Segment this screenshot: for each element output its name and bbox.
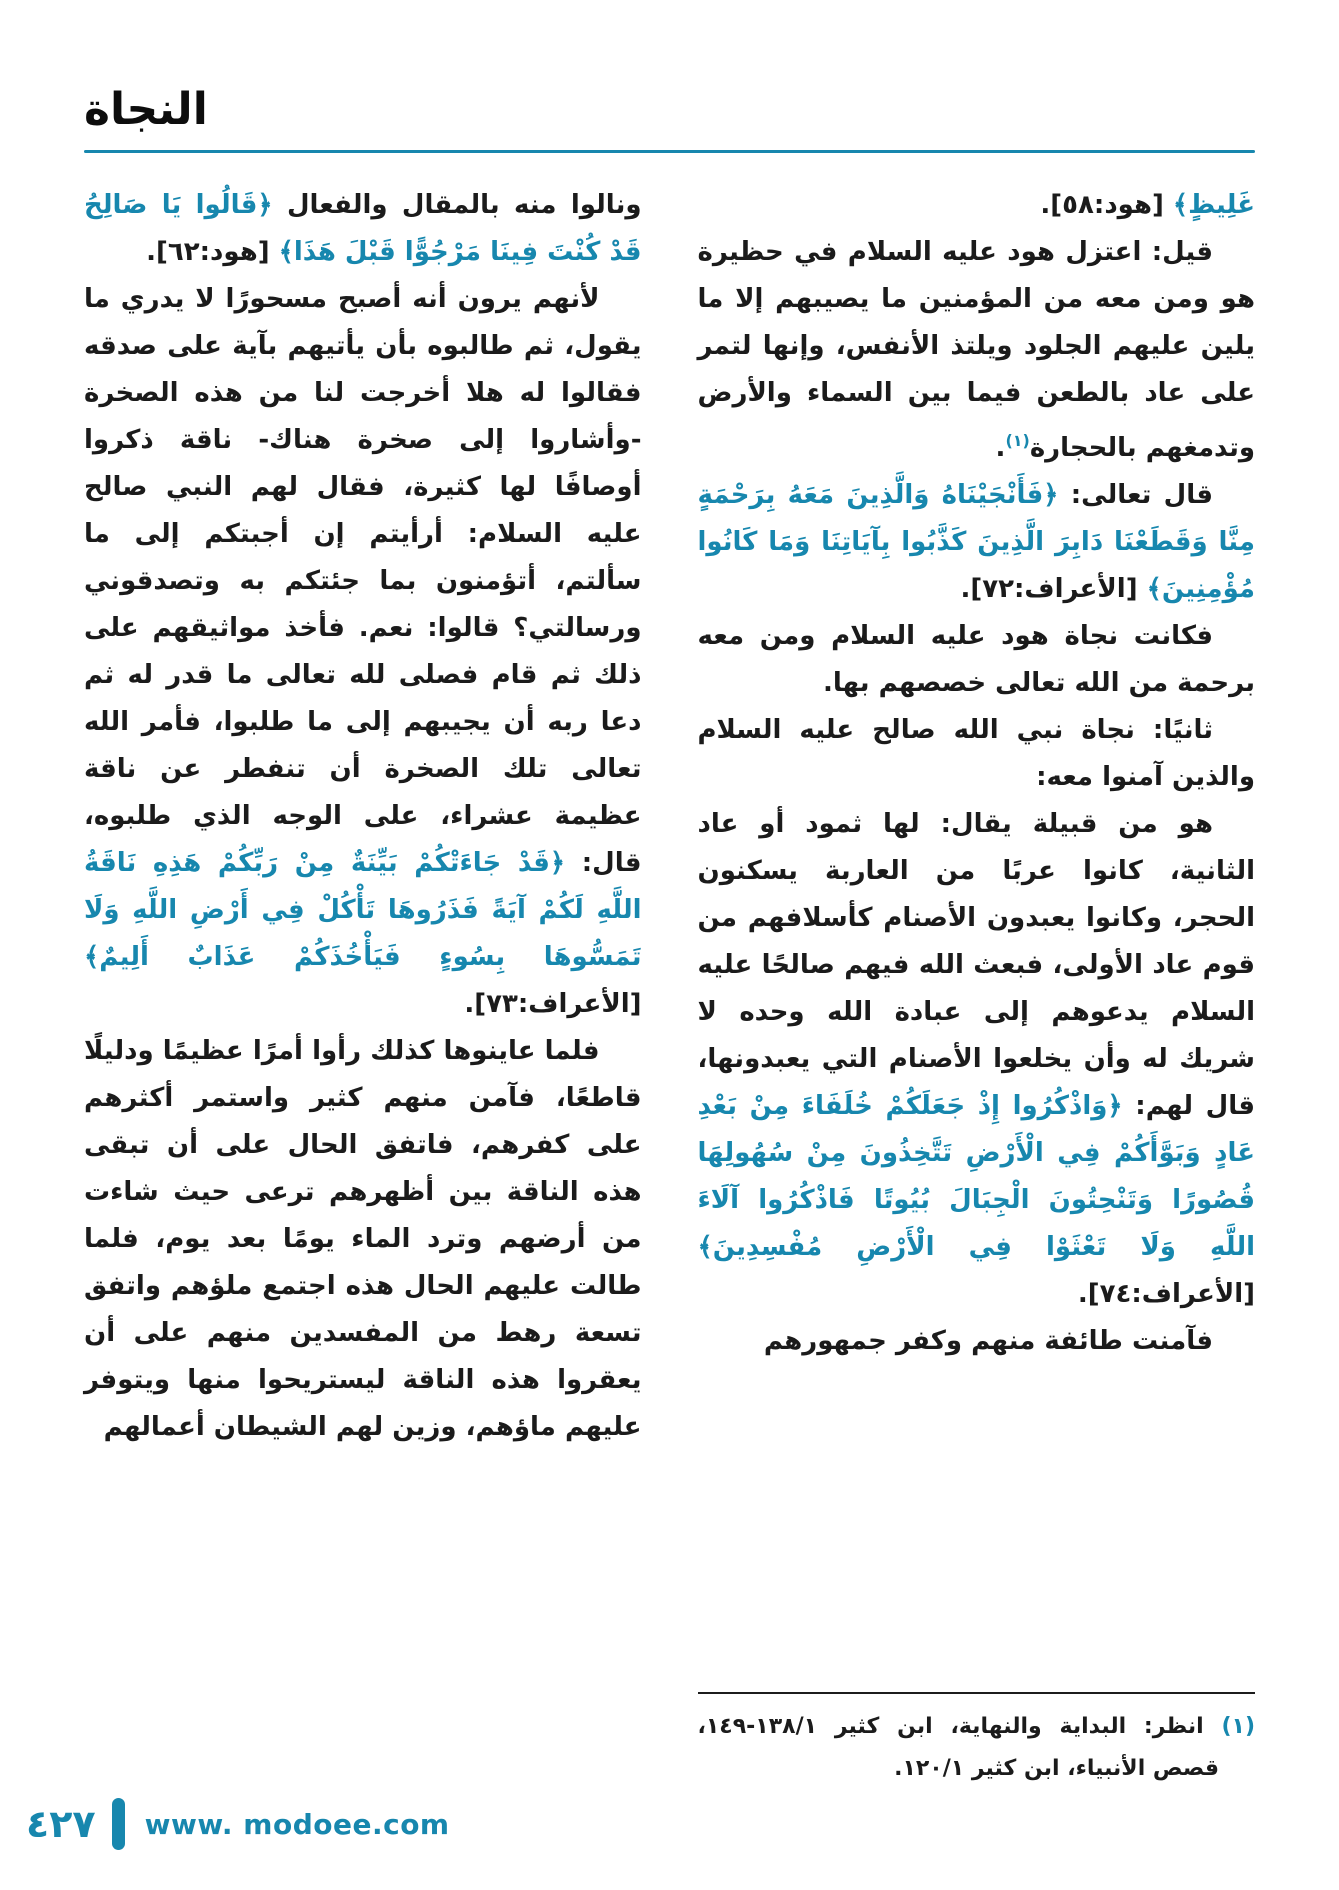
paragraph (698, 182, 1256, 229)
column-right-text (698, 182, 1256, 1365)
verse-reference: [الأعراف:٧٢]. (960, 574, 1138, 604)
body-text: فكانت نجاة هود عليه السلام ومن معه برحمة من الله تعالى خصصهم بها. (697, 621, 1255, 698)
verse-reference: [الأعراف:٧٤]. (1077, 1279, 1255, 1309)
paragraph (698, 229, 1256, 472)
body-text: ونالوا منه بالمقال والفعال (272, 190, 642, 220)
quran-verse: ﴿وَاذْكُرُوا إِذْ جَعَلَكُمْ خُلَفَاءَ مِنْ بَعْدِ عَادٍ وَبَوَّأَكُمْ فِي الْأَرْضِ تَتَّخِذُونَ مِنْ سُهُولِهَا قُصُورًا وَتَنْحِتُونَ الْجِبَالَ بُيُوتًا فَاذْكُرُوا آلَاءَ اللَّهِ وَلَا تَعْثَوْا فِي الْأَرْضِ مُفْسِدِينَ﴾ (697, 1091, 1255, 1262)
quran-verse: ﴿قَدْ جَاءَتْكُمْ بَيِّنَةٌ مِنْ رَبِّكُمْ هَذِهِ نَاقَةُ اللَّهِ لَكُمْ آيَةً فَذَرُوهَا تَأْكُلْ فِي أَرْضِ اللَّهِ وَلَا تَمَسُّوهَا بِسُوءٍ فَيَأْخُذَكُمْ عَذَابٌ أَلِيمٌ﴾ (84, 848, 642, 972)
quran-verse: ﴿فَأَنْجَيْنَاهُ وَالَّذِينَ مَعَهُ بِرَحْمَةٍ مِنَّا وَقَطَعْنَا دَابِرَ الَّذِينَ كَذَّبُوا بِآيَاتِنَا وَمَا كَانُوا مُؤْمِنِينَ﴾ (697, 480, 1255, 604)
footnote-superscript-marker: (١) (1005, 431, 1030, 450)
footnote-block (698, 1692, 1256, 1790)
body-text: انظر: البداية والنهاية، ابن كثير ١٣٨/١-١٤٩، قصص الأنبياء، ابن كثير ١٢٠/١. (697, 1714, 1219, 1781)
body-text: هو من قبيلة يقال: لها ثمود أو عاد الثانية، كانوا عربًا من العاربة يسكنون الحجر، وكانوا يعبدون الأصنام كأسلافهم من قوم عاد الأولى، فبعث الله فيهم صالحًا عليه السلام يدعوهم إلى عبادة الله وحده لا شريك له وأن يخلعوا الأصنام التي يعبدونها، قال لهم: (697, 809, 1256, 1121)
paragraph (698, 613, 1256, 707)
paragraph (698, 472, 1256, 613)
footnote-text (698, 1706, 1256, 1790)
paragraph (698, 707, 1256, 801)
paragraph (84, 1028, 642, 1451)
paragraph (84, 276, 642, 1028)
body-text: قيل: اعتزل هود عليه السلام في حظيرة هو ومن معه من المؤمنين ما يصيبهم إلا ما يلين عليهم الجلود ويلتذ الأنفس، وإنها لتمر على عاد بالطعن فيما بين السماء والأرض وتدمغهم بالحجارة (697, 237, 1255, 463)
body-text: ثانيًا: نجاة نبي الله صالح عليه السلام والذين آمنوا معه: (697, 715, 1255, 792)
website-url: www. modoee.com (144, 1807, 450, 1841)
book-logo: النجاة (84, 84, 208, 135)
footnote-marker: (١) (1203, 1714, 1255, 1739)
paragraph (698, 1318, 1256, 1365)
body-text: فلما عاينوها كذلك رأوا أمرًا عظيمًا ودليلًا قاطعًا، فآمن منهم كثير واستمر أكثرهم على كفرهم، فاتفق الحال على أن تبقى هذه الناقة بين أظهرهم ترعى حيث شاءت من أرضهم وترد الماء يومًا بعد يوم، فلما طالت عليهم الحال هذه اجتمع ملؤهم واتفق تسعة رهط من المفسدين منهم على أن يعقروا هذه الناقة ليستريحوا منها ويتوفر عليهم ماؤهم، وزين لهم الشيطان أعمالهم (84, 1036, 642, 1442)
body-text: . (995, 433, 1006, 463)
paragraph (84, 182, 642, 276)
verse-reference: [هود:٥٨]. (1040, 190, 1164, 220)
column-right (698, 182, 1256, 1790)
footer-ornament (112, 1798, 125, 1850)
column-left (84, 182, 642, 1790)
body-text: فآمنت طائفة منهم وكفر جمهورهم (763, 1326, 1213, 1356)
header-rule (84, 150, 1255, 153)
paragraph (698, 801, 1256, 1318)
body-text: قال تعالى: (1058, 480, 1213, 510)
body-text: لأنهم يرون أنه أصبح مسحورًا لا يدري ما يقول، ثم طالبوه بأن يأتيهم بآية على صدقه فقالوا له هلا أخرجت لنا من هذه الصخرة -وأشاروا إلى صخرة هناك- ناقة ذكروا أوصافًا لها كثيرة، فقال لهم النبي صالح عليه السلام: أرأيتم إن أجبتكم إلى ما سألتم، أتؤمنون بما جئتكم به وتصدقوني ورسالتي؟ قالوا: نعم. فأخذ مواثيقهم على ذلك ثم قام فصلى لله تعالى ما قدر له ثم دعا ربه أن يجيبهم إلى ما طلبوا، فأمر الله تعالى تلك الصخرة أن تنفطر عن ناقة عظيمة عشراء، على الوجه الذي طلبوه، قال: (84, 284, 642, 878)
verse-reference: [هود:٦٢]. (146, 237, 270, 267)
page-content (84, 182, 1255, 1790)
page-header (84, 84, 208, 135)
paragraph (698, 1706, 1256, 1790)
quran-verse: غَلِيظٍ﴾ (1163, 190, 1255, 220)
page-number: ٤٢٧ (26, 1802, 96, 1846)
quran-verse: ﴿قَالُوا يَا صَالِحُ قَدْ كُنْتَ فِينَا مَرْجُوًّا قَبْلَ هَذَا﴾ (84, 190, 642, 267)
page-footer (26, 1798, 450, 1850)
verse-reference: [الأعراف:٧٣]. (464, 989, 642, 1019)
